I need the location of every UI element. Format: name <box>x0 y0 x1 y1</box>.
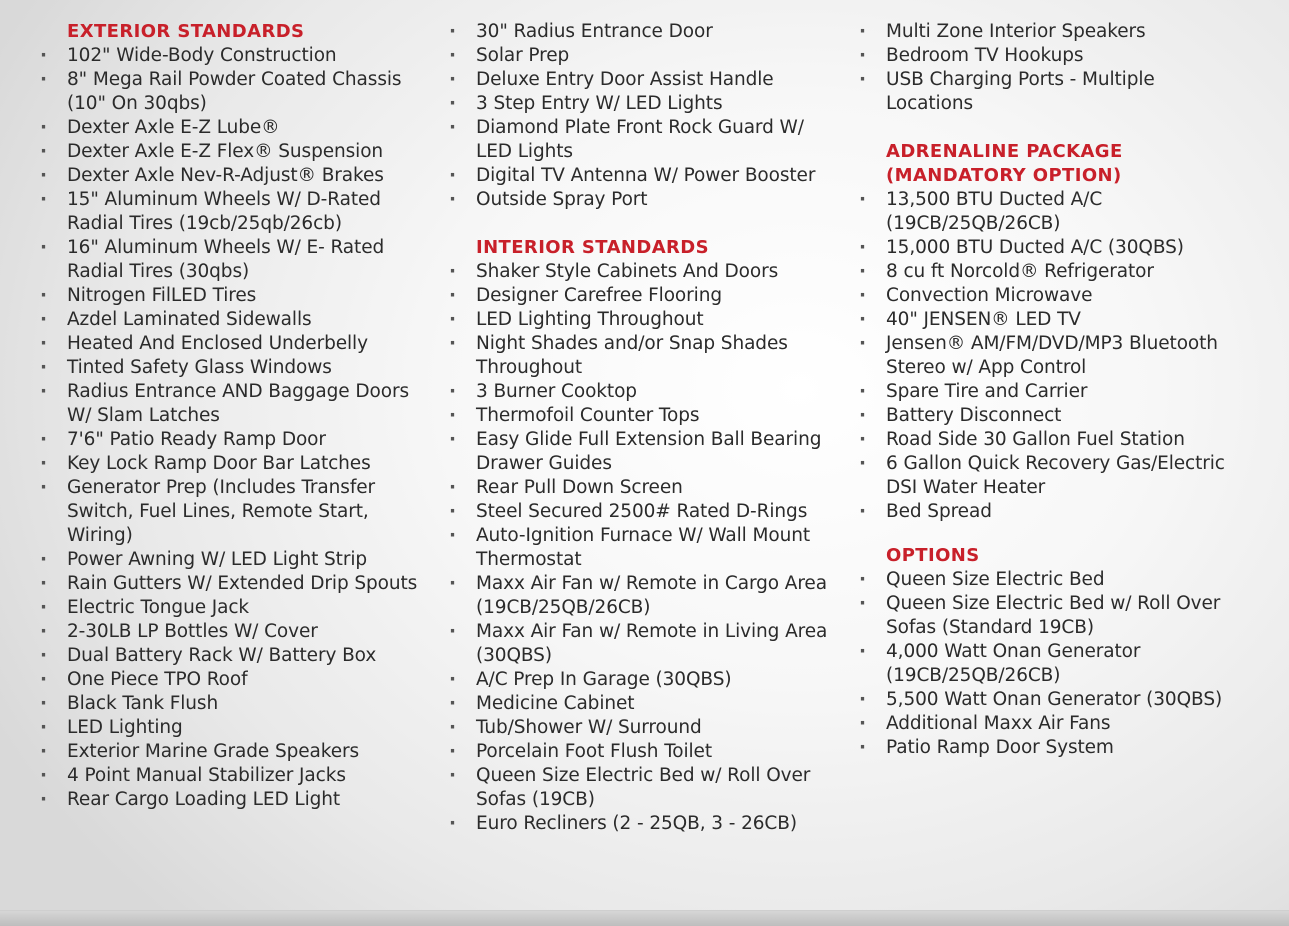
list-item: · Convection Microwave <box>857 284 1277 308</box>
list-item: · Tub/Shower W/ Surround <box>447 716 847 740</box>
list-item: · Diamond Plate Front Rock Guard W/ LED Lights <box>447 116 847 164</box>
list-item: · 4 Point Manual Stabilizer Jacks <box>38 764 438 788</box>
list-item: · Maxx Air Fan w/ Remote in Cargo Area (19CB/25QB/26CB) <box>447 572 847 620</box>
list-item: · Additional Maxx Air Fans <box>857 712 1277 736</box>
list-item: · Dexter Axle E-Z Flex® Suspension <box>38 140 438 164</box>
exterior-standards-list <box>38 44 438 812</box>
list-item: · Shaker Style Cabinets And Doors <box>447 260 847 284</box>
list-item: · Digital TV Antenna W/ Power Booster <box>447 164 847 188</box>
list-item: · Outside Spray Port <box>447 188 847 212</box>
list-item: · Queen Size Electric Bed <box>857 568 1277 592</box>
exterior-standards-heading: EXTERIOR STANDARDS <box>67 21 305 42</box>
list-item: · LED Lighting Throughout <box>447 308 847 332</box>
list-item: · Dual Battery Rack W/ Battery Box <box>38 644 438 668</box>
list-item: · 2-30LB LP Bottles W/ Cover <box>38 620 438 644</box>
column-1 <box>38 20 438 812</box>
list-item: · 5,500 Watt Onan Generator (30QBS) <box>857 688 1277 712</box>
list-item: · 15" Aluminum Wheels W/ D-Rated Radial Tires (19cb/25qb/26cb) <box>38 188 438 236</box>
list-item: · One Piece TPO Roof <box>38 668 438 692</box>
list-item: · 4,000 Watt Onan Generator (19CB/25QB/26CB) <box>857 640 1277 688</box>
list-item: · Battery Disconnect <box>857 404 1277 428</box>
list-item: · Dexter Axle E-Z Lube® <box>38 116 438 140</box>
list-item: · 102" Wide-Body Construction <box>38 44 438 68</box>
list-item: · Easy Glide Full Extension Ball Bearing Drawer Guides <box>447 428 847 476</box>
list-item: · Dexter Axle Nev-R-Adjust® Brakes <box>38 164 438 188</box>
list-item: · Generator Prep (Includes Transfer Switch, Fuel Lines, Remote Start, Wiring) <box>38 476 438 548</box>
interior-standards-continued-list <box>857 20 1277 116</box>
list-item: · Queen Size Electric Bed w/ Roll Over Sofas (Standard 19CB) <box>857 592 1277 640</box>
list-item: · Heated And Enclosed Underbelly <box>38 332 438 356</box>
list-item: · Maxx Air Fan w/ Remote in Living Area (30QBS) <box>447 620 847 668</box>
options-list <box>857 568 1277 760</box>
list-item: · Solar Prep <box>447 44 847 68</box>
list-item: · 7'6" Patio Ready Ramp Door <box>38 428 438 452</box>
list-item: · Queen Size Electric Bed w/ Roll Over Sofas (19CB) <box>447 764 847 812</box>
list-item: · Spare Tire and Carrier <box>857 380 1277 404</box>
column-3 <box>857 20 1277 760</box>
list-item: · A/C Prep In Garage (30QBS) <box>447 668 847 692</box>
interior-standards-list <box>447 260 847 836</box>
bottom-edge-bar <box>0 910 1289 926</box>
list-item: · Thermofoil Counter Tops <box>447 404 847 428</box>
list-item: · LED Lighting <box>38 716 438 740</box>
list-item: · Auto-Ignition Furnace W/ Wall Mount Thermostat <box>447 524 847 572</box>
list-item: · Road Side 30 Gallon Fuel Station <box>857 428 1277 452</box>
list-item: · Exterior Marine Grade Speakers <box>38 740 438 764</box>
list-item: · Jensen® AM/FM/DVD/MP3 Bluetooth Stereo w/ App Control <box>857 332 1277 380</box>
list-item: · Azdel Laminated Sidewalls <box>38 308 438 332</box>
list-item: · Porcelain Foot Flush Toilet <box>447 740 847 764</box>
list-item: · 3 Burner Cooktop <box>447 380 847 404</box>
list-item: · 13,500 BTU Ducted A/C (19CB/25QB/26CB) <box>857 188 1277 236</box>
list-item: · 15,000 BTU Ducted A/C (30QBS) <box>857 236 1277 260</box>
list-item: · USB Charging Ports - Multiple Locations <box>857 68 1277 116</box>
list-item: · 3 Step Entry W/ LED Lights <box>447 92 847 116</box>
list-item: · Rear Cargo Loading LED Light <box>38 788 438 812</box>
list-item: · 16" Aluminum Wheels W/ E- Rated Radial Tires (30qbs) <box>38 236 438 284</box>
list-item: · Multi Zone Interior Speakers <box>857 20 1277 44</box>
list-item: · Key Lock Ramp Door Bar Latches <box>38 452 438 476</box>
list-item: · Electric Tongue Jack <box>38 596 438 620</box>
list-item: · 8" Mega Rail Powder Coated Chassis (10" On 30qbs) <box>38 68 438 116</box>
adrenaline-package-heading: ADRENALINE PACKAGE (MANDATORY OPTION) <box>886 141 1123 186</box>
list-item: · Medicine Cabinet <box>447 692 847 716</box>
list-item: · 6 Gallon Quick Recovery Gas/Electric DSI Water Heater <box>857 452 1277 500</box>
adrenaline-package-list <box>857 188 1277 524</box>
list-item: · Bedroom TV Hookups <box>857 44 1277 68</box>
list-item: · 8 cu ft Norcold® Refrigerator <box>857 260 1277 284</box>
column-2 <box>447 20 847 836</box>
list-item: · Night Shades and/or Snap Shades Throughout <box>447 332 847 380</box>
list-item: · Tinted Safety Glass Windows <box>38 356 438 380</box>
list-item: · Deluxe Entry Door Assist Handle <box>447 68 847 92</box>
exterior-standards-continued-list <box>447 20 847 212</box>
list-item: · Nitrogen FilLED Tires <box>38 284 438 308</box>
list-item: · 40" JENSEN® LED TV <box>857 308 1277 332</box>
list-item: · Rain Gutters W/ Extended Drip Spouts <box>38 572 438 596</box>
options-heading: OPTIONS <box>886 545 980 566</box>
list-item: · 30" Radius Entrance Door <box>447 20 847 44</box>
list-item: · Power Awning W/ LED Light Strip <box>38 548 438 572</box>
interior-standards-heading: INTERIOR STANDARDS <box>476 237 709 258</box>
list-item: · Designer Carefree Flooring <box>447 284 847 308</box>
list-item: · Bed Spread <box>857 500 1277 524</box>
list-item: · Euro Recliners (2 - 25QB, 3 - 26CB) <box>447 812 847 836</box>
list-item: · Steel Secured 2500# Rated D-Rings <box>447 500 847 524</box>
list-item: · Patio Ramp Door System <box>857 736 1277 760</box>
list-item: · Radius Entrance AND Baggage Doors W/ Slam Latches <box>38 380 438 428</box>
list-item: · Black Tank Flush <box>38 692 438 716</box>
list-item: · Rear Pull Down Screen <box>447 476 847 500</box>
